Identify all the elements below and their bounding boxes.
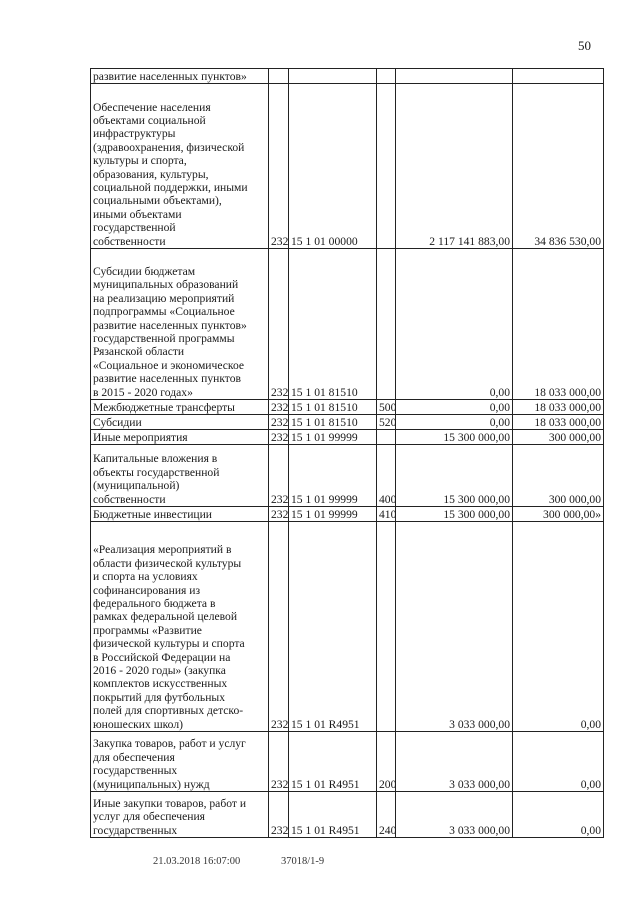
table-row bbox=[91, 84, 604, 249]
row-csr: 15 1 01 81510 bbox=[289, 249, 377, 400]
row-sum-1: 0,00 bbox=[396, 400, 513, 415]
row-csr: 15 1 01 R4951 bbox=[289, 792, 377, 838]
row-csr: 15 1 01 81510 bbox=[289, 415, 377, 430]
row-vr bbox=[377, 249, 396, 400]
footer-doc-code: 37018/1-9 bbox=[281, 856, 325, 867]
row-code: 232 bbox=[269, 732, 289, 792]
row-sum-2: 34 836 530,00 bbox=[513, 84, 604, 249]
row-code: 232 bbox=[269, 84, 289, 249]
row-sum-1: 3 033 000,00 bbox=[396, 732, 513, 792]
row-name: Субсидии bbox=[91, 415, 269, 430]
row-sum-2 bbox=[513, 69, 604, 84]
row-csr: 15 1 01 00000 bbox=[289, 84, 377, 249]
row-name: Иные мероприятия bbox=[91, 430, 269, 445]
row-name: Закупка товаров, работ и услуг для обеспечения государственных (муниципальных) нужд bbox=[91, 732, 269, 792]
row-sum-1: 2 117 141 883,00 bbox=[396, 84, 513, 249]
row-name: Обеспечение населения объектами социальной инфраструктуры (здравоохранения, физической культуры и спорта, образования, культуры, социальной поддержки, иными социальными объектами), иными объектами государственной собственности bbox=[91, 84, 269, 249]
row-sum-2: 0,00 bbox=[513, 522, 604, 732]
table-row bbox=[91, 507, 604, 522]
row-csr: 15 1 01 R4951 bbox=[289, 732, 377, 792]
table-row bbox=[91, 249, 604, 400]
row-vr: 410 bbox=[377, 507, 396, 522]
row-vr: 400 bbox=[377, 445, 396, 507]
row-sum-2: 300 000,00» bbox=[513, 507, 604, 522]
row-csr: 15 1 01 99999 bbox=[289, 507, 377, 522]
table-row bbox=[91, 732, 604, 792]
table-row bbox=[91, 400, 604, 415]
row-sum-1: 15 300 000,00 bbox=[396, 430, 513, 445]
row-csr: 15 1 01 81510 bbox=[289, 400, 377, 415]
row-sum-2: 18 033 000,00 bbox=[513, 400, 604, 415]
row-vr: 500 bbox=[377, 400, 396, 415]
row-sum-2: 0,00 bbox=[513, 792, 604, 838]
row-sum-1: 15 300 000,00 bbox=[396, 507, 513, 522]
row-code: 232 bbox=[269, 792, 289, 838]
row-code: 232 bbox=[269, 445, 289, 507]
row-sum-1: 0,00 bbox=[396, 249, 513, 400]
row-csr: 15 1 01 99999 bbox=[289, 430, 377, 445]
row-sum-2: 18 033 000,00 bbox=[513, 249, 604, 400]
row-sum-2: 0,00 bbox=[513, 732, 604, 792]
row-vr: 240 bbox=[377, 792, 396, 838]
row-name: развитие населенных пунктов» bbox=[91, 69, 269, 84]
footer-datetime: 21.03.2018 16:07:00 bbox=[153, 856, 241, 867]
row-code: 232 bbox=[269, 415, 289, 430]
table-row bbox=[91, 522, 604, 732]
row-code: 232 bbox=[269, 249, 289, 400]
row-vr bbox=[377, 84, 396, 249]
row-sum-2: 300 000,00 bbox=[513, 445, 604, 507]
row-csr: 15 1 01 99999 bbox=[289, 445, 377, 507]
row-vr bbox=[377, 522, 396, 732]
row-sum-1: 3 033 000,00 bbox=[396, 792, 513, 838]
row-name: Бюджетные инвестиции bbox=[91, 507, 269, 522]
row-name: Межбюджетные трансферты bbox=[91, 400, 269, 415]
row-vr bbox=[377, 69, 396, 84]
table-row bbox=[91, 415, 604, 430]
row-sum-2: 18 033 000,00 bbox=[513, 415, 604, 430]
row-name: Капитальные вложения в объекты государственной (муниципальной) собственности bbox=[91, 445, 269, 507]
row-vr bbox=[377, 430, 396, 445]
row-name: «Реализация мероприятий в области физической культуры и спорта на условиях софинансирования из федерального бюджета в рамках федеральной целевой программы «Развитие физической культуры и спорта в Российской Федерации на 2016 - 2020 годы» (закупка комплектов искусственных покрытий для футбольных полей для спортивных детско- юношеских школ) bbox=[91, 522, 269, 732]
row-code bbox=[269, 69, 289, 84]
row-code: 232 bbox=[269, 507, 289, 522]
row-sum-1: 3 033 000,00 bbox=[396, 522, 513, 732]
page-number: 50 bbox=[578, 38, 591, 53]
row-sum-1 bbox=[396, 69, 513, 84]
row-vr: 200 bbox=[377, 732, 396, 792]
row-csr bbox=[289, 69, 377, 84]
table-row bbox=[91, 69, 604, 84]
table-row bbox=[91, 445, 604, 507]
row-sum-2: 300 000,00 bbox=[513, 430, 604, 445]
row-vr: 520 bbox=[377, 415, 396, 430]
table-row bbox=[91, 792, 604, 838]
row-csr: 15 1 01 R4951 bbox=[289, 522, 377, 732]
row-name: Иные закупки товаров, работ и услуг для обеспечения государственных bbox=[91, 792, 269, 838]
row-code: 232 bbox=[269, 430, 289, 445]
row-sum-1: 0,00 bbox=[396, 415, 513, 430]
row-code: 232 bbox=[269, 522, 289, 732]
row-code: 232 bbox=[269, 400, 289, 415]
budget-table bbox=[90, 68, 604, 838]
table-row bbox=[91, 430, 604, 445]
row-sum-1: 15 300 000,00 bbox=[396, 445, 513, 507]
row-name: Субсидии бюджетам муниципальных образований на реализацию мероприятий подпрограммы «Социальное развитие населенных пунктов» государственной программы Рязанской области «Социальное и экономическое развитие населенных пунктов в 2015 - 2020 годах» bbox=[91, 249, 269, 400]
